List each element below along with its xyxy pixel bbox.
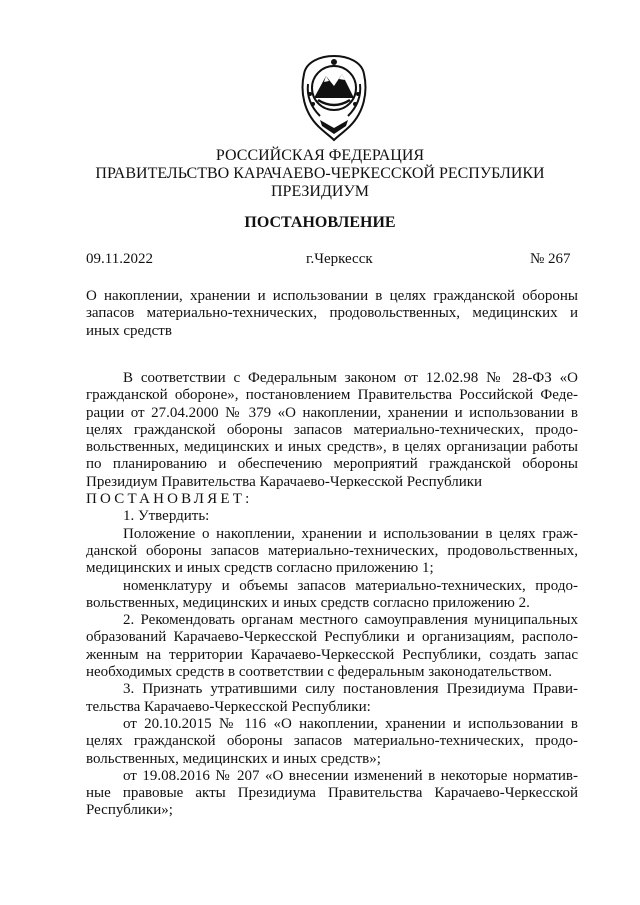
item3-b-line: от 19.08.2016 № 207 «О внесении изменений в некоторые норматив- (123, 767, 578, 784)
header-government: ПРАВИТЕЛЬСТВО КАРАЧАЕВО-ЧЕРКЕССКОЙ РЕСПУБЛИКИ (95, 165, 545, 182)
item1-a-line: данской обороны запасов материально-технических, продовольственных, (86, 542, 578, 559)
decree-word: ПОСТАНОВЛЯЕТ: (86, 491, 253, 508)
preamble-line: по планированию и обеспечению мероприятий гражданской обороны (86, 456, 578, 473)
item3-heading-line: тельства Карачаево-Черкесской Республики: (86, 698, 371, 715)
item1-a-line: медицинских и иных средств согласно приложению 1; (86, 560, 434, 577)
item2-line: женным на территории Карачаево-Черкесской Республики, создать запас (86, 646, 578, 663)
preamble-line: целях гражданской обороны запасов материально-технических, продо- (86, 421, 578, 438)
document-city: г.Черкесск (306, 251, 373, 267)
header-country: РОССИЙСКАЯ ФЕДЕРАЦИЯ (215, 147, 425, 164)
item1-b-line: номенклатуру и объемы запасов материально-технических, продо- (123, 577, 578, 594)
document-body (86, 370, 578, 820)
item3-a-line: вольственных, медицинских и иных средств»; (86, 750, 381, 767)
preamble-line: рации от 27.04.2000 № 379 «О накоплении, хранении и использовании в (86, 404, 578, 421)
item3-a-line: целях гражданской обороны запасов материально-технических, продо- (86, 733, 578, 750)
subject-line: запасов материально-технических, продовольственных, медицинских и (86, 305, 578, 322)
preamble-line: гражданской обороне», постановлением Правительства Российской Феде- (86, 387, 578, 404)
item3-heading-line: 3. Признать утратившими силу постановления Президиума Прави- (123, 681, 578, 698)
item1-b-line: вольственных, медицинских и иных средств согласно приложению 2. (86, 594, 530, 611)
item1-heading: 1. Утвердить: (123, 508, 210, 525)
header-presidium: ПРЕЗИДИУМ (270, 183, 369, 200)
preamble-line: Президиум Правительства Карачаево-Черкесской Республики (86, 473, 483, 490)
item2-line: образований Карачаево-Черкесской Республики и организациям, располо- (86, 629, 578, 646)
item2-line: 2. Рекомендовать органам местного самоуправления муниципальных (123, 612, 578, 629)
item3-b-line: ные правовые акты Президиума Правительства Карачаево-Черкесской (86, 785, 578, 802)
item1-a-line: Положение о накоплении, хранении и использовании в целях граж- (123, 525, 578, 542)
document-subject (86, 288, 578, 340)
subject-line: иных средств (86, 322, 172, 339)
item2-line: необходимых средств в соответствии с федеральным законодательством. (86, 664, 552, 681)
item3-b-line: Республики»; (86, 802, 173, 819)
coat-of-arms-icon (298, 54, 370, 142)
document-type-title: ПОСТАНОВЛЕНИЕ (244, 214, 396, 231)
subject-line: О накоплении, хранении и использовании в целях гражданской обороны (86, 288, 578, 304)
document-date: 09.11.2022 (86, 251, 153, 267)
preamble-line: В соответствии с Федеральным законом от 12.02.98 № 28-ФЗ «О (123, 370, 578, 386)
item3-a-line: от 20.10.2015 № 116 «О накоплении, хранении и использовании в (123, 715, 578, 732)
document-number: № 267 (530, 251, 571, 267)
preamble-line: вольственных, медицинских и иных средств», в целях организации работы (86, 439, 578, 456)
